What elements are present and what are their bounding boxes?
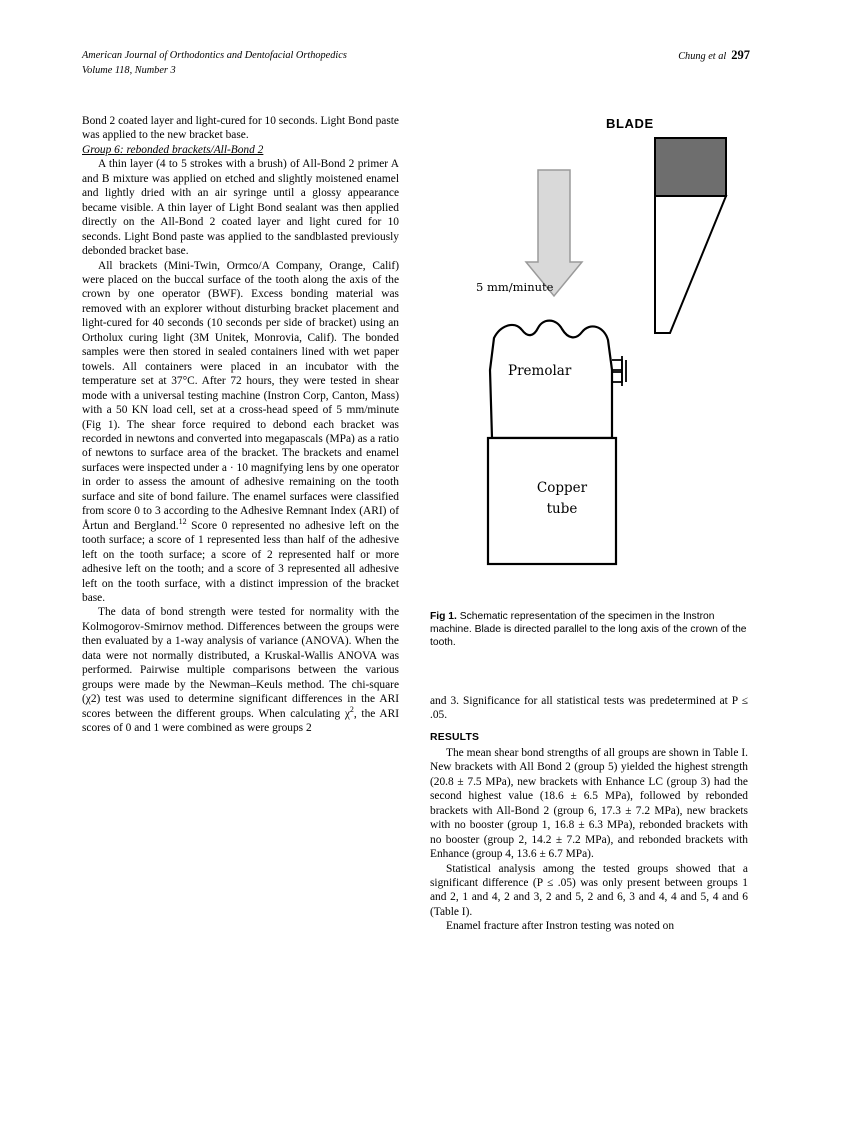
paragraph-significance: and 3. Significance for all statistical tests was predetermined at P ≤ .05.	[430, 695, 748, 722]
copper-tube-label: Copper tube	[536, 480, 588, 517]
paragraph-ari-tail: Score 0 represented no adhesive left on the tooth surface; a score of 1 represented less than half of the adhesive left on the tooth surface; a score of 2 represented half or more adhesive left on the tooth; and a score of 3 represented all adhesive left on the tooth surface, with a distinct impression of the bracket base.	[82, 519, 399, 604]
paragraph-brackets-method	[82, 259, 399, 606]
premolar-tooth-shape	[490, 321, 612, 438]
volume-issue: Volume 118, Number 3	[82, 65, 176, 76]
left-column	[82, 114, 399, 735]
citation-ref-12: 12	[178, 516, 187, 526]
running-head	[82, 48, 750, 82]
paragraph-results-1: The mean shear bond strengths of all groups are shown in Table I. New brackets with All Bond 2 (group 5) yielded the highest strength (20.8 ± 7.5 MPa), new brackets with Enhance LC (group 3) had the second highest value (18.6 ± 6.5 MPa), followed by rebonded brackets with All-Bond 2 (group 6, 17.3 ± 7.2 MPa), new brackets with no booster (group 1, 16.8 ± 6.3 MPa), rebonded brackets with no booster (group 2, 14.2 ± 7.2 MPa), and rebonded brackets with Enhance (group 4, 13.6 ± 6.7 MPa).	[430, 746, 748, 861]
blade-wedge	[655, 196, 726, 333]
crosshead-speed-label: 5 mm/minute	[476, 280, 554, 294]
load-direction-arrow-icon	[526, 170, 582, 296]
figure-1-caption-text: Schematic representation of the specimen in the Instron machine. Blade is directed parallel to the long axis of the crown of the tooth.	[430, 611, 747, 649]
paragraph-statistics-tail: , the ARI scores of 0 and 1 were combined as were groups 2	[82, 707, 399, 735]
figure-1	[430, 108, 748, 608]
paragraph-statistics	[82, 605, 399, 735]
blade-upper-block	[655, 138, 726, 196]
right-column	[430, 694, 748, 934]
paragraph-brackets-method-body: All brackets (Mini-Twin, Ormco/A Company, Orange, Calif) were placed on the buccal surface of the tooth along the axis of the crown by one operator (BWF). Excess bonding material was removed with an explorer without disturbing bracket placement and light-cured for 40 seconds (10 seconds per side of bracket) using an Ortholux curing light (3M Unitek, Monrovia, Calif). The bonded samples were then stored in sealed containers lined with wet paper towels. All containers were placed in an incubator with the temperature set at 37°C. After 72 hours, they were tested in shear mode with a universal testing machine (Instron Corp, Canton, Mass) with a 50 KN load cell, set at a cross-head speed of 5 mm/minute (Fig 1). The shear force required to debond each bracket was recorded in newtons and converted into megapascals (MPa) as a ratio of newtons to surface area of the bracket. The brackets and enamel surfaces were inspected under a · 10 magnifying lens by one operator in order to assess the amount of adhesive remaining on the tooth surface and site of bond failure. The enamel surfaces were classified from score 0 to 3 according to the Adhesive Remnant Index (ARI) of Årtun and Bergland.	[82, 259, 399, 532]
paragraph-results-2: Statistical analysis among the tested groups showed that a significant difference (P ≤ .05) was only present between groups 1 and 2, 1 and 4, 2 and 3, 2 and 5, 2 and 6, 3 and 4, 4 and 5, 4 and 6 (Table I).	[430, 862, 748, 918]
section-heading-results: RESULTS	[430, 731, 480, 743]
figure-1-caption	[430, 610, 748, 650]
blade-label: BLADE	[606, 116, 654, 131]
journal-title: American Journal of Orthodontics and Dentofacial Orthopedics	[82, 50, 347, 61]
premolar-label: Premolar	[508, 363, 572, 379]
author-line: Chung et al	[678, 51, 727, 62]
figure-1-graphic	[430, 108, 748, 608]
paragraph-continued: Bond 2 coated layer and light-cured for 10 seconds. Light Bond paste was applied to the new bracket base.	[82, 115, 399, 142]
running-head-left	[82, 48, 347, 78]
orthodontic-bracket-icon	[612, 356, 626, 386]
subheading-group6: Group 6: rebonded brackets/All-Bond 2	[82, 143, 264, 156]
paragraph-group6: A thin layer (4 to 5 strokes with a brush) of All-Bond 2 primer A and B mixture was applied on etched and slightly moistened enamel and lightly dried with an air syringe until a glossy appearance became visible. A thin layer of Light Bond sealant was then applied directly on the All-Bond 2 coated layer and light cured for 10 seconds. Light Bond paste was applied to the sandblasted previously debonded bracket base.	[82, 158, 399, 258]
chi-square-exponent: 2	[349, 704, 354, 714]
figure-1-caption-label: Fig 1.	[430, 611, 457, 622]
paragraph-statistics-body: The data of bond strength were tested for normality with the Kolmogorov-Smirnov method. Differences between the groups were then evaluated by a 1-way analysis of variance (ANOVA). When the data were not normally distributed, a Kruskal-Wallis ANOVA was performed. Pairwise multiple comparisons between the various groups were made by the Newman–Keuls method. The chi-square (χ2) test was used to determine significant differences in the ARI scores between the different groups. When calculating χ	[82, 606, 399, 720]
running-head-right	[678, 48, 750, 64]
page-number: 297	[731, 48, 750, 62]
paragraph-results-3: Enamel fracture after Instron testing was noted on	[446, 920, 675, 933]
